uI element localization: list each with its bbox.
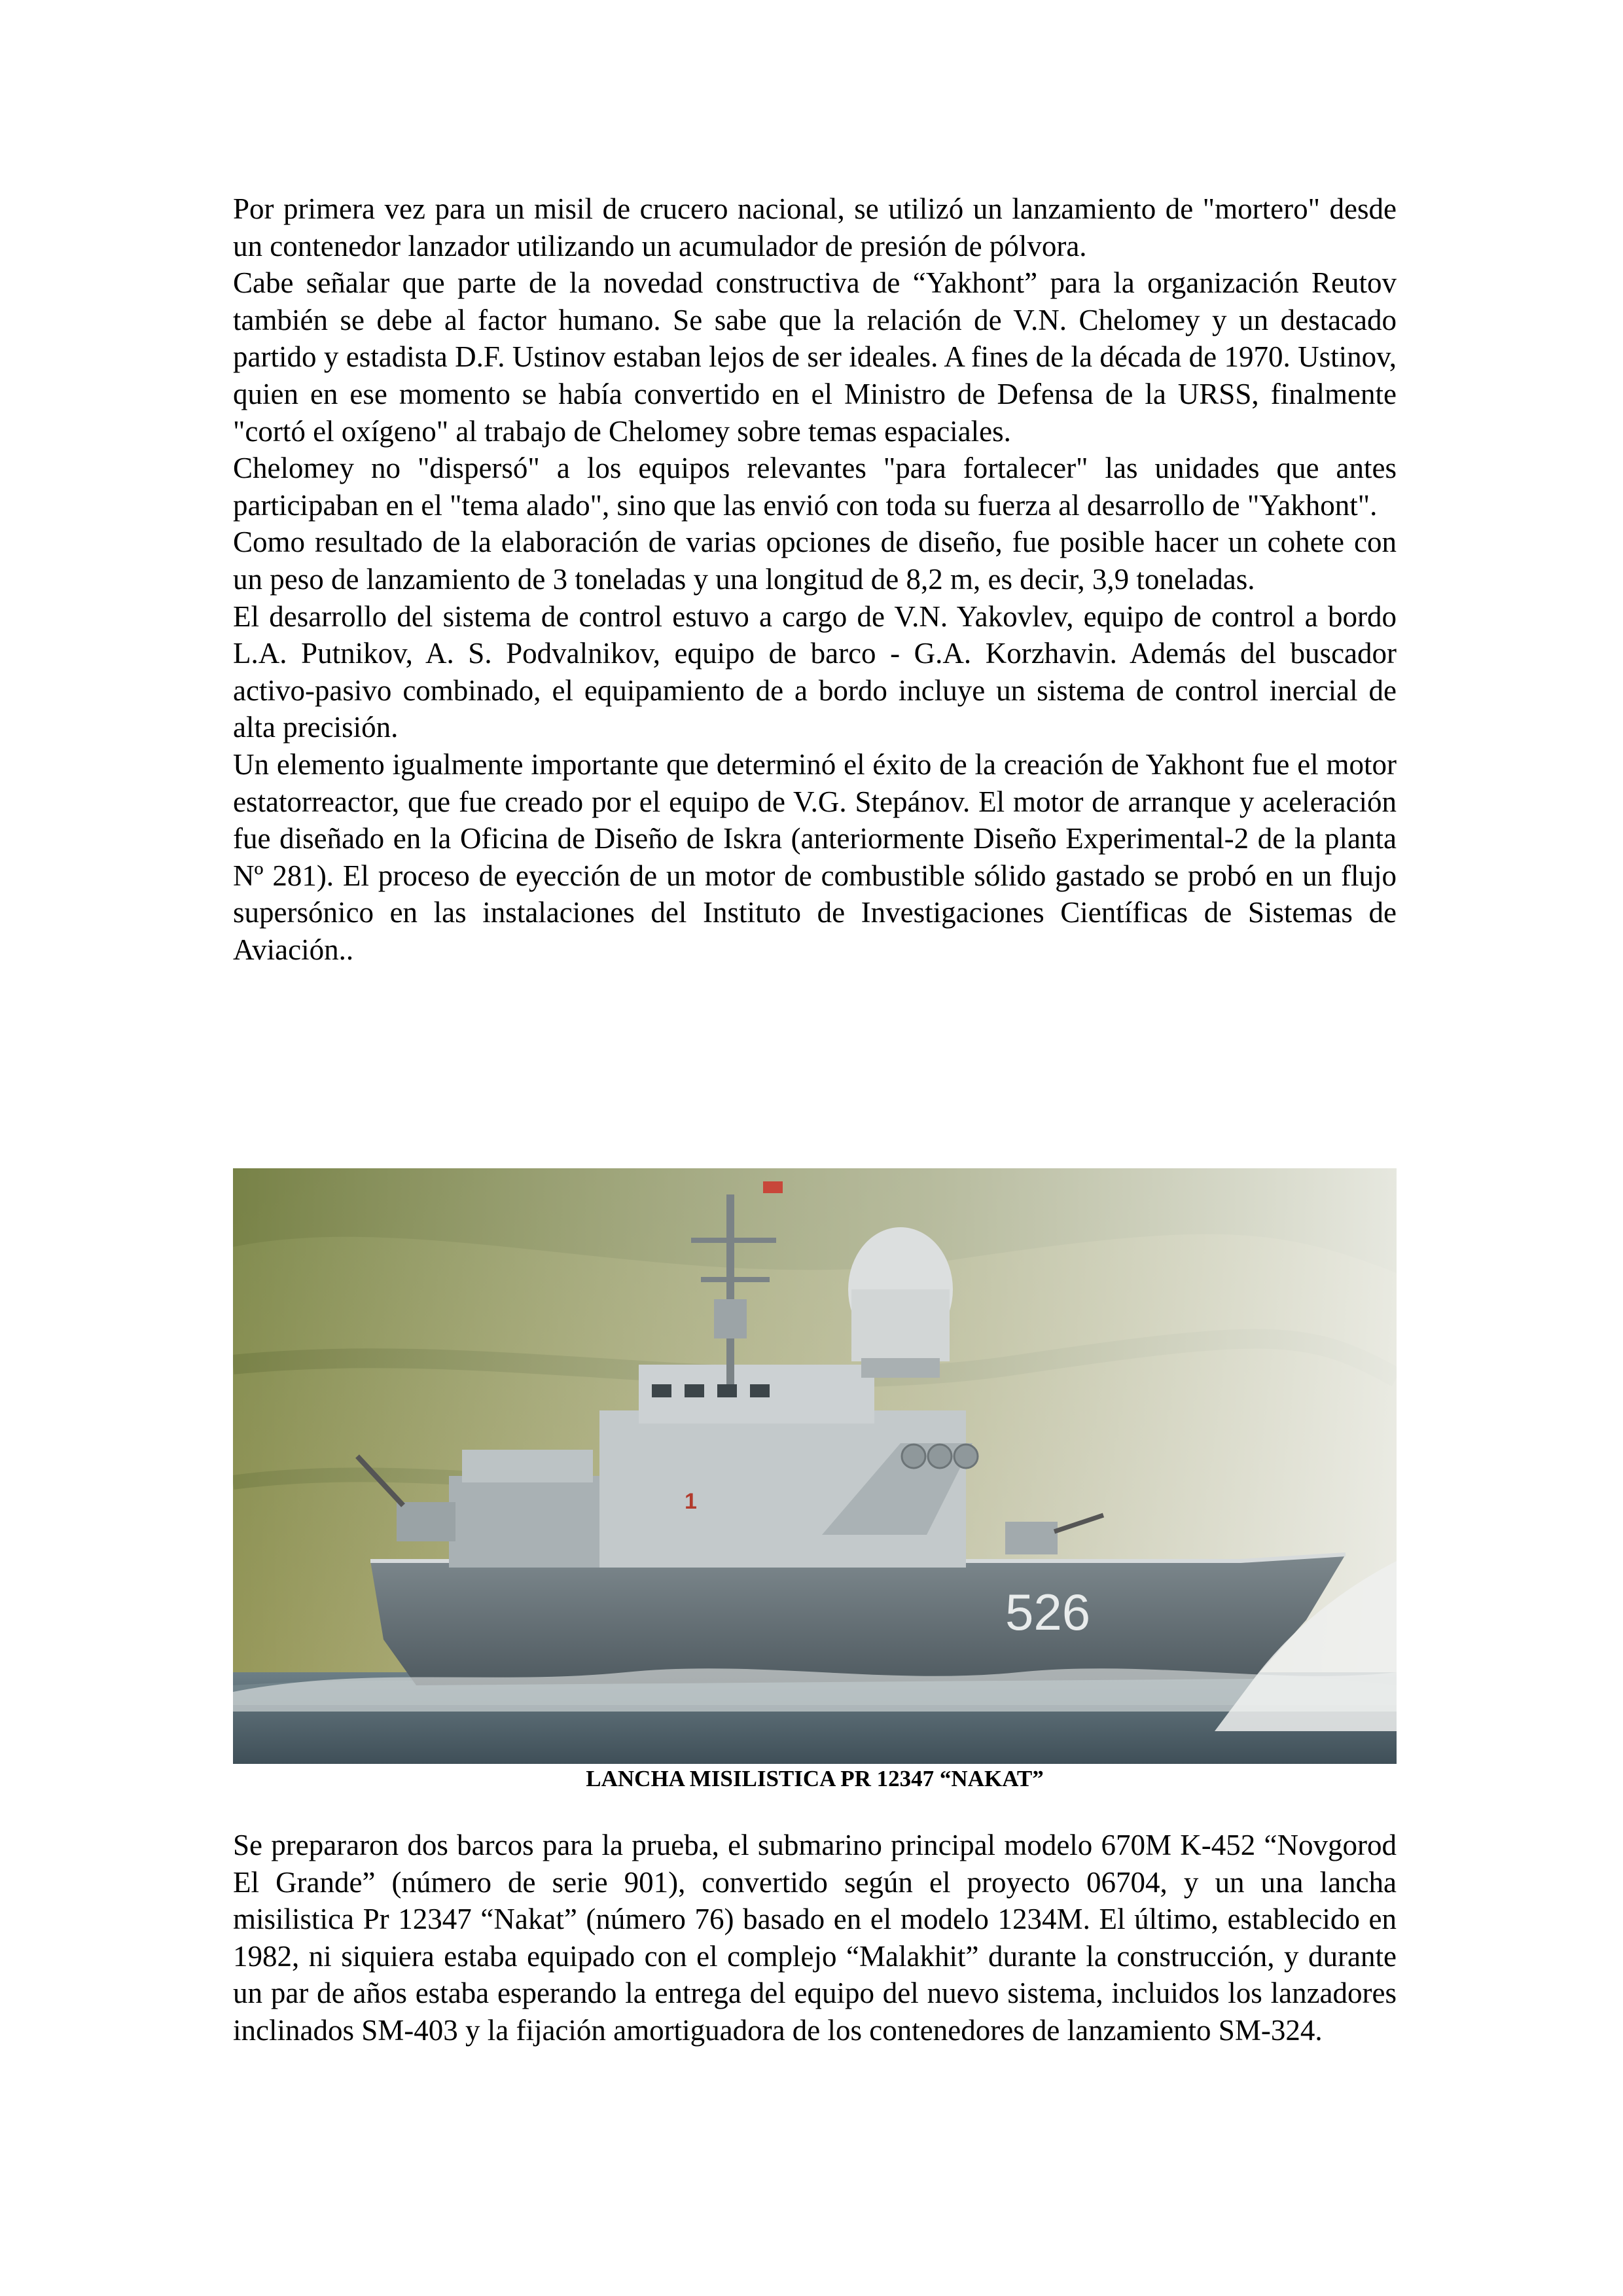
hull-number: 526 — [1005, 1583, 1091, 1641]
body-text-bottom — [233, 1827, 1397, 2049]
paragraph: Un elemento igualmente importante que determinó el éxito de la creación de Yakhont fue el motor estatorreactor, que fue creado por el equipo de V.G. Stepánov. El motor de arranque y aceleración fue diseñado en la Oficina de Diseño de Iskra (anteriormente Diseño Experimental-2 de la planta Nº 281). El proceso de eyección de un motor de combustible sólido gastado se probó en un flujo supersónico en las instalaciones del Instituto de Investigaciones Científicas de Sistemas de Aviación.. — [233, 747, 1397, 966]
paragraph: Se prepararon dos barcos para la prueba, el submarino principal modelo 670M K-452 “Novgorod El Grande” (número de serie 901), convertido según el proyecto 06704, y un una lancha misilistica Pr 12347 “Nakat” (número 76) basado en el modelo 1234M. El último, establecido en 1982, ni siquiera estaba equipado con el complejo “Malakhit” durante la construcción, y durante un par de años estaba esperando la entrega del equipo del nuevo sistema, incluidos los lanzadores inclinados SM-403 y la fijación amortiguadora de los contenedores de lanzamiento SM-324. — [233, 1829, 1397, 2047]
paragraph: Chelomey no "dispersó" a los equipos relevantes "para fortalecer" las unidades que antes participaban en el "tema alado", sino que las envió con toda su fuerza al desarrollo de "Yakhont". — [233, 452, 1397, 522]
paragraph: El desarrollo del sistema de control estuvo a cargo de V.N. Yakovlev, equipo de control a bordo L.A. Putnikov, A. S. Podvalnikov, equipo de barco - G.A. Korzhavin. Además del buscador activo-pasivo combinado, el equipamiento de a bordo incluye un sistema de control inercial de alta precisión. — [233, 600, 1397, 744]
body-text-top — [233, 190, 1397, 968]
bow-marker: 1 — [685, 1489, 697, 1514]
paragraph: Como resultado de la elaboración de varias opciones de diseño, fue posible hacer un cohete con un peso de lanzamiento de 3 toneladas y una longitud de 8,2 m, es decir, 3,9 toneladas. — [233, 526, 1397, 596]
missile-boat-photo — [233, 1168, 1397, 1764]
paragraph: Por primera vez para un misil de crucero nacional, se utilizó un lanzamiento de "mortero" desde un contenedor lanzador utilizando un acumulador de presión de pólvora. — [233, 192, 1397, 262]
boat-hull — [370, 1554, 1346, 1685]
paragraph: Cabe señalar que parte de la novedad constructiva de “Yakhont” para la organización Reutov también se debe al factor humano. Se sabe que la relación de V.N. Chelomey y un destacado partido y estadista D.F. Ustinov estaban lejos de ser ideales. A fines de la década de 1970. Ustinov, quien en ese momento se había convertido en el Ministro de Defensa de la URSS, finalmente "cortó el oxígeno" al trabajo de Chelomey sobre temas espaciales. — [233, 266, 1397, 448]
photo-caption: LANCHA MISILISTICA PR 12347 “NAKAT” — [586, 1766, 1044, 1791]
